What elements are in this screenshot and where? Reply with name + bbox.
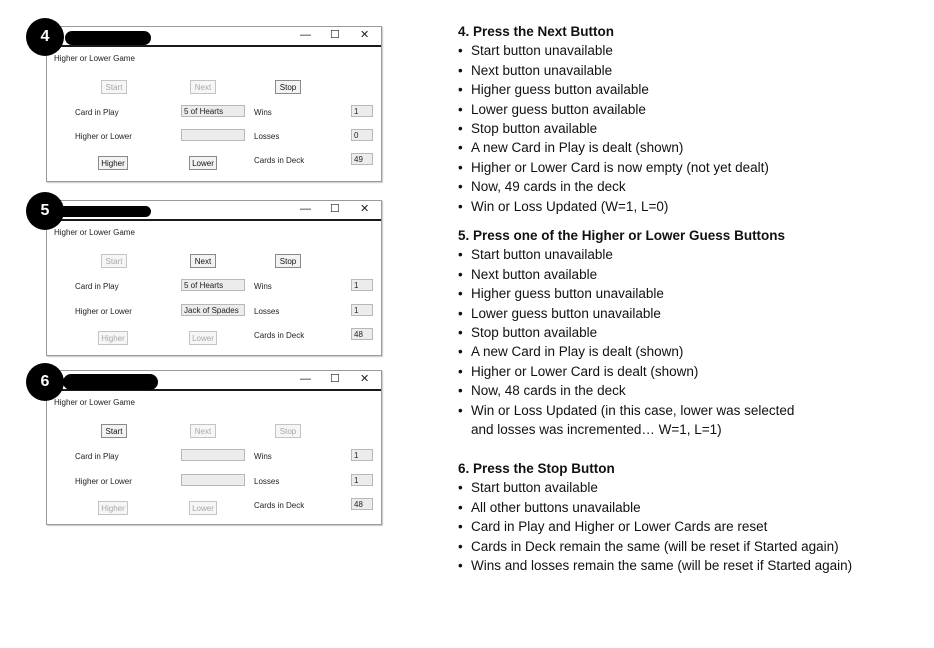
higher-or-lower-field: Jack of Spades: [181, 304, 245, 316]
note-bullet: • Stop button available: [458, 119, 769, 138]
cards-in-deck-field: 48: [351, 498, 373, 510]
step-badge-4: 4: [26, 18, 64, 56]
note-bullet: • Win or Loss Updated (W=1, L=0): [458, 197, 769, 216]
note-bullet: • Win or Loss Updated (in this case, lower was selected: [458, 401, 794, 420]
note-bullet: • Card in Play and Higher or Lower Cards are reset: [458, 517, 852, 536]
minimize-icon[interactable]: —: [300, 373, 311, 385]
title-bar: [47, 27, 381, 47]
note-bullet: • Now, 49 cards in the deck: [458, 177, 769, 196]
lower-button[interactable]: Lower: [189, 501, 217, 515]
window-title: Higher or Lower Game: [54, 54, 135, 63]
window-title: Higher or Lower Game: [54, 228, 135, 237]
minimize-icon[interactable]: —: [300, 203, 311, 215]
note-bullet: • Cards in Deck remain the same (will be reset if Started again): [458, 537, 852, 556]
start-button[interactable]: Start: [101, 254, 127, 268]
next-button[interactable]: Next: [190, 254, 216, 268]
card-in-play-label: Card in Play: [75, 452, 119, 461]
note-bullet: • Start button unavailable: [458, 41, 769, 60]
higher-or-lower-label: Higher or Lower: [75, 132, 132, 141]
note-bullet: • Higher guess button unavailable: [458, 284, 794, 303]
redacted-title: [63, 374, 158, 390]
cards-in-deck-field: 48: [351, 328, 373, 340]
losses-label: Losses: [254, 132, 280, 141]
losses-label: Losses: [254, 307, 280, 316]
title-bar: [47, 201, 381, 221]
note-bullet: • A new Card in Play is dealt (shown): [458, 138, 769, 157]
window-frame: [46, 200, 382, 356]
note-bullet: • Start button unavailable: [458, 245, 794, 264]
next-button[interactable]: Next: [190, 80, 216, 94]
wins-label: Wins: [254, 452, 272, 461]
step-badge-6: 6: [26, 363, 64, 401]
note-bullet: • Stop button available: [458, 323, 794, 342]
higher-button[interactable]: Higher: [98, 331, 128, 345]
cards-in-deck-label: Cards in Deck: [254, 156, 305, 165]
close-icon[interactable]: ✕: [360, 373, 370, 385]
note-heading: 5. Press one of the Higher or Lower Guess Buttons: [458, 228, 786, 243]
window-frame: [46, 370, 382, 525]
close-icon[interactable]: ✕: [360, 203, 370, 215]
losses-label: Losses: [254, 477, 280, 486]
wins-label: Wins: [254, 108, 272, 117]
notes-step-4: [458, 22, 769, 216]
start-button[interactable]: Start: [101, 424, 127, 438]
maximize-icon[interactable]: ☐: [330, 29, 340, 41]
notes-step-5: [458, 226, 794, 439]
cards-in-deck-label: Cards in Deck: [254, 501, 305, 510]
note-heading: 6. Press the Stop Button: [458, 461, 615, 476]
wins-field: 1: [351, 279, 373, 291]
note-heading: 4. Press the Next Button: [458, 24, 615, 39]
wins-field: 1: [351, 449, 373, 461]
redacted-title: [65, 31, 151, 45]
higher-button[interactable]: Higher: [98, 501, 128, 515]
card-in-play-field: 5 of Hearts: [181, 105, 245, 117]
card-in-play-field: 5 of Hearts: [181, 279, 245, 291]
note-bullet: • Lower guess button available: [458, 100, 769, 119]
step-badge-5: 5: [26, 192, 64, 230]
higher-or-lower-field: [181, 129, 245, 141]
stop-button[interactable]: Stop: [275, 254, 301, 268]
wins-field: 1: [351, 105, 373, 117]
maximize-icon[interactable]: ☐: [330, 373, 340, 385]
lower-button[interactable]: Lower: [189, 331, 217, 345]
higher-or-lower-label: Higher or Lower: [75, 477, 132, 486]
minimize-icon[interactable]: —: [300, 29, 311, 41]
title-bar: [47, 371, 381, 391]
note-bullet: • Higher guess button available: [458, 80, 769, 99]
higher-or-lower-label: Higher or Lower: [75, 307, 132, 316]
card-in-play-field: [181, 449, 245, 461]
note-bullet: • Now, 48 cards in the deck: [458, 381, 794, 400]
note-bullet: • Higher or Lower Card is dealt (shown): [458, 362, 794, 381]
card-in-play-label: Card in Play: [75, 108, 119, 117]
note-bullet: • Higher or Lower Card is now empty (not yet dealt): [458, 158, 769, 177]
start-button[interactable]: Start: [101, 80, 127, 94]
note-bullet: • Wins and losses remain the same (will be reset if Started again): [458, 556, 852, 575]
maximize-icon[interactable]: ☐: [330, 203, 340, 215]
note-bullet: • Next button available: [458, 265, 794, 284]
redacted-title: [57, 206, 151, 217]
note-bullet: • A new Card in Play is dealt (shown): [458, 342, 794, 361]
lower-button[interactable]: Lower: [189, 156, 217, 170]
notes-step-6: [458, 459, 852, 575]
cards-in-deck-label: Cards in Deck: [254, 331, 305, 340]
close-icon[interactable]: ✕: [360, 29, 370, 41]
cards-in-deck-field: 49: [351, 153, 373, 165]
note-bullet: • All other buttons unavailable: [458, 498, 852, 517]
losses-field: 1: [351, 304, 373, 316]
wins-label: Wins: [254, 282, 272, 291]
note-bullet: • Lower guess button unavailable: [458, 304, 794, 323]
card-in-play-label: Card in Play: [75, 282, 119, 291]
next-button[interactable]: Next: [190, 424, 216, 438]
window-title: Higher or Lower Game: [54, 398, 135, 407]
losses-field: 1: [351, 474, 373, 486]
note-bullet: • Next button unavailable: [458, 61, 769, 80]
window-frame: [46, 26, 382, 182]
stop-button[interactable]: Stop: [275, 424, 301, 438]
note-bullet: • Start button available: [458, 478, 852, 497]
higher-or-lower-field: [181, 474, 245, 486]
note-continuation: and losses was incremented… W=1, L=1): [471, 422, 722, 438]
stop-button[interactable]: Stop: [275, 80, 301, 94]
higher-button[interactable]: Higher: [98, 156, 128, 170]
losses-field: 0: [351, 129, 373, 141]
